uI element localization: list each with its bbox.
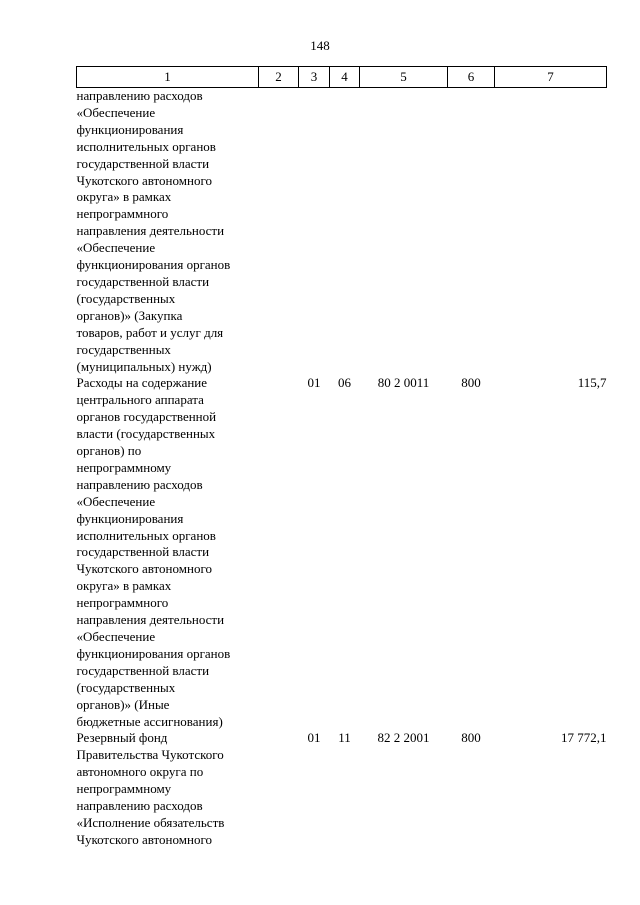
row-description: Расходы на содержание центрального аппарата органов государственной власти (государственных органов) по непрограммному направлению расходов «Обеспечение функционирования исполнительных органов государственной власти Чукотского автономного округа» в рамках непрограммного направления деятельности «Обеспечение функционирования органов государственной власти (государственных органов)» (Иные бюджетные ассигнования) (76, 375, 231, 729)
header-col-5: 5 (360, 67, 448, 88)
row-col-3 (299, 88, 330, 376)
table-header (77, 67, 607, 88)
header-row (77, 67, 607, 88)
row-col-6: 800 (461, 730, 481, 746)
row-col-5: 80 2 0011 (377, 375, 430, 391)
budget-table (76, 66, 607, 849)
row-col-7 (495, 88, 607, 376)
row-col-6 (448, 88, 495, 376)
header-col-6: 6 (448, 67, 495, 88)
header-col-7: 7 (495, 67, 607, 88)
table-row (77, 88, 607, 376)
row-description: направлению расходов «Обеспечение функционирования исполнительных органов государственной власти Чукотского автономного округа» в рамках непрограммного направления деятельности «Обеспечение функционирования органов государственной власти (государственных органов)» (Закупка товаров, работ и услуг для государственных (муниципальных) нужд) (76, 88, 231, 374)
row-col-3: 01 (307, 730, 321, 746)
row-col-3: 01 (307, 375, 321, 391)
row-description: Резервный фонд Правительства Чукотского автономного округа по непрограммному направлению расходов «Исполнение обязательств Чукотского автономного (76, 730, 225, 847)
row-col-4: 06 (338, 375, 351, 391)
page-number: 148 (310, 38, 330, 53)
row-col-7: 17 772,1 (561, 730, 607, 746)
table-row (77, 730, 607, 848)
row-col-2 (259, 730, 299, 848)
row-col-5 (360, 88, 448, 376)
table-row (77, 375, 607, 730)
row-col-7: 115,7 (577, 375, 607, 391)
header-col-4: 4 (330, 67, 360, 88)
row-col-6: 800 (461, 375, 481, 391)
row-col-5: 82 2 2001 (377, 730, 430, 746)
row-col-4: 11 (338, 730, 351, 746)
header-col-1: 1 (77, 67, 259, 88)
header-col-2: 2 (259, 67, 299, 88)
row-col-2 (259, 88, 299, 376)
row-col-4 (330, 88, 360, 376)
header-col-3: 3 (299, 67, 330, 88)
row-col-2 (259, 375, 299, 730)
